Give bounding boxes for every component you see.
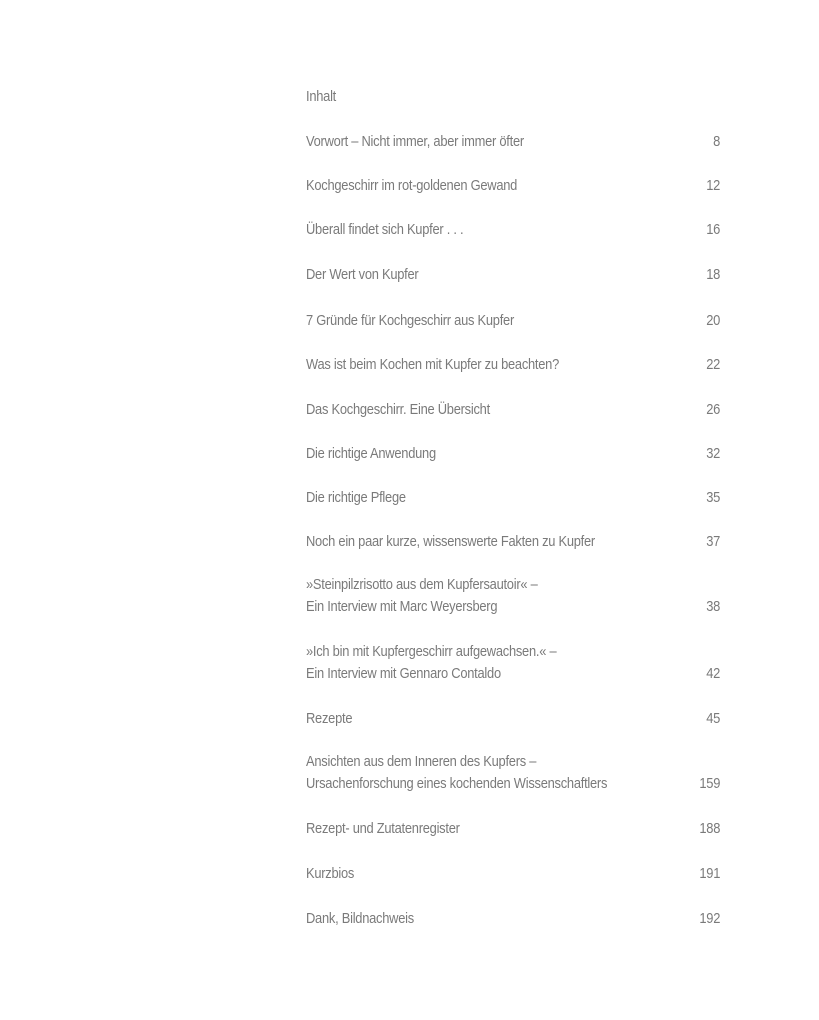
entry-title: Rezepte (306, 710, 353, 727)
entry-page-number: 32 (706, 445, 720, 462)
entry-page-number: 38 (706, 598, 720, 615)
toc-entry (306, 574, 720, 618)
entry-title: »Ich bin mit Kupfergeschirr aufgewachsen.« – (306, 643, 557, 660)
toc-entry (306, 708, 720, 730)
toc-entry (306, 641, 720, 685)
entry-page-number: 45 (706, 710, 720, 727)
toc-entry (306, 310, 720, 332)
entry-page-number: 188 (699, 820, 720, 837)
entry-title: Rezept- und Zutatenregister (306, 820, 460, 837)
entry-title: Der Wert von Kupfer (306, 266, 419, 283)
entry-page-number: 16 (706, 221, 720, 238)
entry-title: Kochgeschirr im rot-goldenen Gewand (306, 177, 518, 194)
toc-entry (306, 531, 720, 553)
entry-title: Dank, Bildnachweis (306, 910, 414, 927)
toc-entry (306, 863, 720, 885)
entry-page-number: 35 (706, 489, 720, 506)
entry-title: Ein Interview mit Marc Weyersberg (306, 598, 498, 615)
entry-title: Das Kochgeschirr. Eine Übersicht (306, 401, 490, 418)
entry-title: Ein Interview mit Gennaro Contaldo (306, 665, 501, 682)
toc-entry (306, 264, 720, 286)
toc-entry (306, 818, 720, 840)
entry-title: Die richtige Anwendung (306, 445, 436, 462)
entry-title: Ursachenforschung eines kochenden Wissenschaftlers (306, 775, 608, 792)
toc-entry (306, 131, 720, 153)
toc-entry (306, 399, 720, 421)
toc-entry (306, 354, 720, 376)
table-of-contents (306, 86, 720, 927)
entry-title: Noch ein paar kurze, wissenswerte Fakten zu Kupfer (306, 533, 595, 550)
entry-page-number: 191 (699, 865, 720, 882)
entry-title: Die richtige Pflege (306, 489, 406, 506)
toc-heading: Inhalt (306, 88, 337, 105)
entry-title: Überall findet sich Kupfer . . . (306, 221, 464, 238)
entry-page-number: 42 (706, 665, 720, 682)
entry-title: 7 Gründe für Kochgeschirr aus Kupfer (306, 312, 514, 329)
entry-page-number: 22 (706, 356, 720, 373)
entry-page-number: 37 (706, 533, 720, 550)
toc-entry (306, 751, 720, 795)
entry-page-number: 159 (699, 775, 720, 792)
entry-page-number: 20 (706, 312, 720, 329)
entry-page-number: 26 (706, 401, 720, 418)
entry-title: »Steinpilzrisotto aus dem Kupfersautoir« – (306, 576, 538, 593)
entry-page-number: 192 (699, 910, 720, 927)
entry-page-number: 18 (706, 266, 720, 283)
toc-entry (306, 487, 720, 509)
toc-entry (306, 175, 720, 197)
entry-title: Kurzbios (306, 865, 355, 882)
entry-title: Was ist beim Kochen mit Kupfer zu beachten? (306, 356, 560, 373)
toc-entry (306, 908, 720, 930)
entry-page-number: 8 (713, 133, 720, 150)
entry-title: Ansichten aus dem Inneren des Kupfers – (306, 753, 537, 770)
entry-page-number: 12 (706, 177, 720, 194)
toc-entry (306, 219, 720, 241)
entry-title: Vorwort – Nicht immer, aber immer öfter (306, 133, 524, 150)
toc-entry (306, 443, 720, 465)
